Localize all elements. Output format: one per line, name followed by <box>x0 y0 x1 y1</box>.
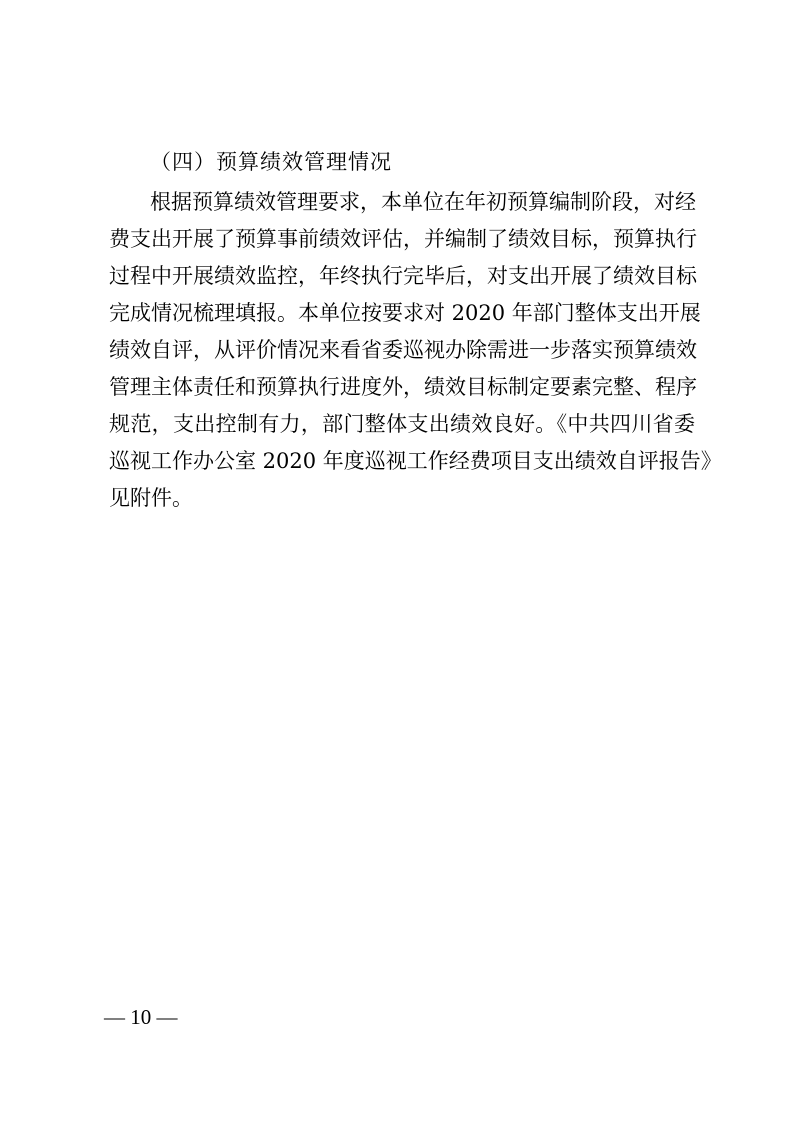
paragraph-line-6: 管理主体责任和预算执行进度外，绩效目标制定要素完整、程序 <box>109 375 697 399</box>
paragraph-line-1: 根据预算绩效管理要求，本单位在年初预算编制阶段，对经 <box>150 190 696 214</box>
paragraph-line-4: 完成情况梳理填报。本单位按要求对 2020 年部门整体支出开展 <box>109 301 701 325</box>
section-heading: （四）预算绩效管理情况 <box>150 150 392 174</box>
page-number: — 10 — <box>104 1005 178 1029</box>
paragraph-line-9: 见附件。 <box>109 486 193 510</box>
paragraph-line-3: 过程中开展绩效监控，年终执行完毕后，对支出开展了绩效目标 <box>109 264 697 288</box>
paragraph-line-2: 费支出开展了预算事前绩效评估，并编制了绩效目标，预算执行 <box>109 227 697 251</box>
paragraph-line-5: 绩效自评，从评价情况来看省委巡视办除需进一步落实预算绩效 <box>109 338 697 362</box>
paragraph-line-7: 规范，支出控制有力，部门整体支出绩效良好。《中共四川省委 <box>109 412 695 436</box>
paragraph-line-8: 巡视工作办公室 2020 年度巡视工作经费项目支出绩效自评报告》 <box>109 449 722 473</box>
